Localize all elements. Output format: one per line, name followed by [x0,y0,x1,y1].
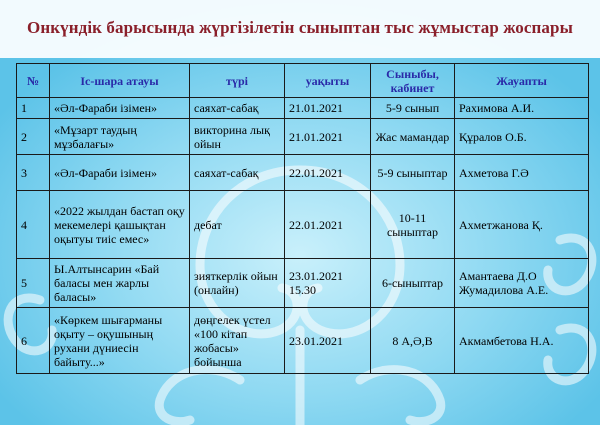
cell-class-room: 10-11 сыныптар [371,191,455,259]
cell-responsible: Ахметжанова Қ. [455,191,589,259]
cell-date: 21.01.2021 [285,119,371,155]
header-class-room: Сыныбы, кабинет [371,64,455,98]
cell-responsible: Акмамбетова Н.А. [455,308,589,374]
cell-no: 5 [17,259,50,308]
table-header-row [17,64,589,98]
cell-event: «Мұзарт таудың мұзбалағы» [50,119,190,155]
cell-type: дебат [190,191,285,259]
cell-type: зияткерлік ойын (онлайн) [190,259,285,308]
page-title: Онкүндік барысында жүргізілетін сыныптан тыс жұмыстар жоспары [27,18,573,37]
cell-date: 21.01.2021 [285,98,371,119]
cell-class-room: Жас мамандар [371,119,455,155]
cell-responsible: Құралов О.Б. [455,119,589,155]
cell-type: викторина лық ойын [190,119,285,155]
cell-responsible: Рахимова А.И. [455,98,589,119]
cell-event: «Әл-Фараби ізімен» [50,155,190,191]
cell-event: Ы.Алтынсарин «Бай баласы мен жарлы баласы» [50,259,190,308]
table-row [17,98,589,119]
table-row [17,191,589,259]
cell-date: 23.01.2021 15.30 [285,259,371,308]
cell-type: саяхат-сабақ [190,98,285,119]
table-row [17,308,589,374]
cell-date: 22.01.2021 [285,191,371,259]
cell-class-room: 6-сыныптар [371,259,455,308]
cell-no: 1 [17,98,50,119]
header-no: № [17,64,50,98]
table-row [17,155,589,191]
cell-no: 6 [17,308,50,374]
cell-no: 2 [17,119,50,155]
cell-no: 4 [17,191,50,259]
cell-type: саяхат-сабақ [190,155,285,191]
header-type: түрі [190,64,285,98]
cell-class-room: 5-9 сыныптар [371,155,455,191]
cell-event: «2022 жылдан бастап оқу мекемелері қашықтан оқытуы тиіс емес» [50,191,190,259]
table-row [17,259,589,308]
cell-responsible: Амантаева Д.О Жумадилова А.Е. [455,259,589,308]
events-table [16,63,589,374]
cell-event: «Көркем шығарманы оқыту – оқушының рухани дүниесін байыту...» [50,308,190,374]
cell-date: 22.01.2021 [285,155,371,191]
cell-no: 3 [17,155,50,191]
table-row [17,119,589,155]
cell-type: дөңгелек үстел «100 кітап жобасы» бойынша [190,308,285,374]
header-date: уақыты [285,64,371,98]
cell-class-room: 8 А,Ә,В [371,308,455,374]
cell-class-room: 5-9 сынып [371,98,455,119]
cell-responsible: Ахметова Г.Ә [455,155,589,191]
cell-event: «Әл-Фараби ізімен» [50,98,190,119]
header-responsible: Жауапты [455,64,589,98]
cell-date: 23.01.2021 [285,308,371,374]
header-event: Іс-шара атауы [50,64,190,98]
